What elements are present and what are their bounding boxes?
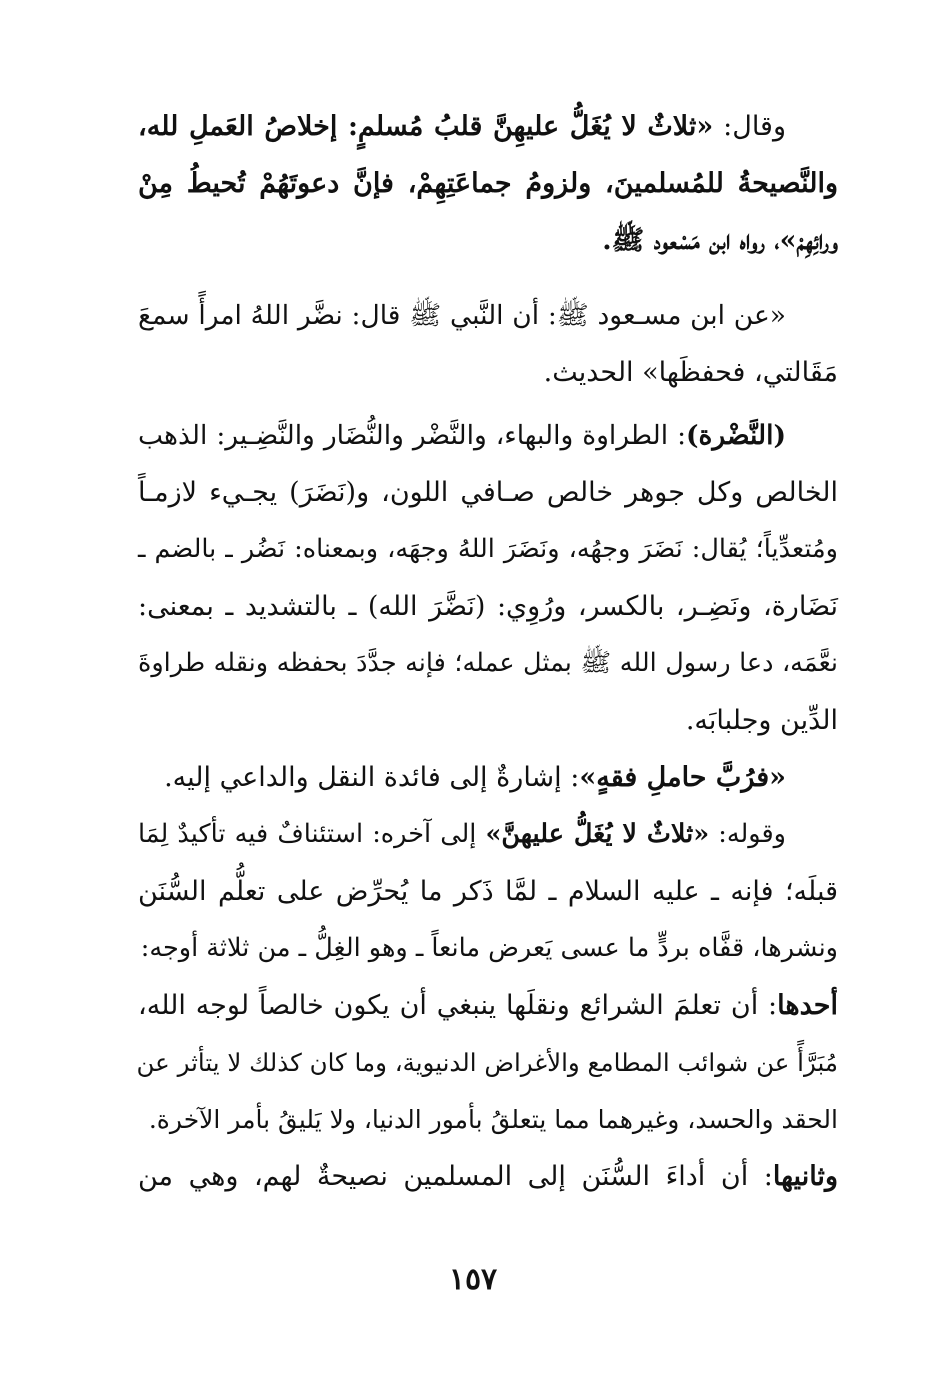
- quoted-phrase: «ثلاثٌ لا يُغَلُّ عليهنَّ»: [485, 819, 710, 849]
- text-line: قبلَه؛ فإنه ـ عليه السلام ـ لمَّا ذَكر ما يُحرِّض على تعلُّم السُّنَن: [138, 876, 838, 907]
- text-line: الدِّين وجلبابَه.: [685, 705, 838, 736]
- hadith-quote-paragraph: [138, 98, 838, 269]
- lead-in-text: وقوله:: [709, 819, 786, 849]
- text-line: [138, 1148, 838, 1205]
- aspect-heading: وثانيها: [772, 1161, 838, 1192]
- commentary-paragraph: [138, 806, 838, 977]
- commentary-source-paragraph: [138, 287, 838, 401]
- definition-text: : الطراوة والبهاء، والنَّضْر والنُّضَار والنَّضِـير: الذهب: [138, 420, 686, 451]
- text-line: «عن ابن مسـعود ﷺ: أن النَّبي ﷺ قال: نضَّر اللهُ امرأً سمعَ: [138, 300, 786, 331]
- aspect-heading: أحدها: [777, 990, 838, 1021]
- lead-in-text: وقال:: [713, 111, 786, 142]
- aspect-text: : أن أداءَ السُّنَن إلى المسلمين نصيحةٌ لهم، وهي من: [138, 1161, 773, 1192]
- text-line: مَقَالتي، فحفظَها» الحديث.: [543, 357, 838, 388]
- quoted-phrase: «فرُبَّ حاملِ فقهٍ»: [579, 762, 786, 793]
- text-line: الخالص وكل جوهر خالص صـافي اللون، و(نَضَرَ) يجـيء لازمـاً: [138, 477, 838, 508]
- text-line: نَضَارة، ونَضِـر، بالكسر، ورُوِي: (نَضَّرَ الله) ـ بالتشديد ـ بمعنى:: [138, 591, 838, 622]
- explanation-text: : إشارةٌ إلى فائدة النقل والداعي إليه.: [164, 762, 580, 793]
- text-line: مُبَرَّأً عن شوائب المطامع والأغراض الدنيوية، وما كان كذلك لا يتأثر عن: [136, 1048, 838, 1077]
- text-line: ومُتعدِّياً؛ يُقال: نَضَرَ وجهُه، ونَضَرَ اللهُ وجهَه، وبمعناه: نَضُر ـ بالضم ـ: [138, 534, 838, 564]
- explanation-paragraph: [138, 749, 838, 806]
- aspect-text: : أن تعلمَ الشرائع ونقلَها ينبغي أن يكون خالصاً لوجه الله،: [138, 990, 778, 1021]
- text-line: [138, 407, 838, 464]
- defined-term: (النَّضْرة): [686, 420, 786, 451]
- page-number: ١٥٧: [448, 1262, 498, 1297]
- text-line: [138, 749, 838, 806]
- text-line: [138, 977, 838, 1034]
- commentary-text: إلى آخره: استئنافٌ فيه تأكيدٌ لِمَا: [138, 819, 486, 849]
- hadith-text: ورائِهِمْ»، رواه ابن مَسْعود ﷺ.: [602, 225, 838, 256]
- text-line: ونشرها، قفَّاه بردٍّ ما عسى يَعرض مانعاً ـ وهو الغِلُّ ـ من ثلاثة أوجه:: [140, 933, 838, 963]
- text-line: [138, 806, 838, 863]
- text-line: الحقد والحسد، وغيرهما مما يتعلقُ بأمور الدنيا، ولا يَليقُ بأمر الآخرة.: [148, 1105, 838, 1134]
- definition-paragraph: [138, 407, 838, 749]
- second-aspect-paragraph: [138, 1148, 838, 1205]
- text-line: [138, 98, 838, 155]
- page-body: [138, 98, 838, 1205]
- hadith-text: «ثلاثٌ لا يُغَلُّ عليهِنَّ قلبُ مُسلمٍ: إخلاصُ العَملِ لله،: [138, 111, 714, 142]
- hadith-text: والنَّصيحةُ للمُسلمينَ، ولزومُ جماعَتِهِمْ، فإنَّ دعوتَهُمْ تُحيطُ مِنْ: [138, 168, 838, 199]
- first-aspect-paragraph: [138, 977, 838, 1148]
- text-line: نعَّمَه، دعا رسول الله ﷺ بمثل عمله؛ فإنه جدَّدَ بحفظه ونقله طراوةَ: [138, 648, 838, 678]
